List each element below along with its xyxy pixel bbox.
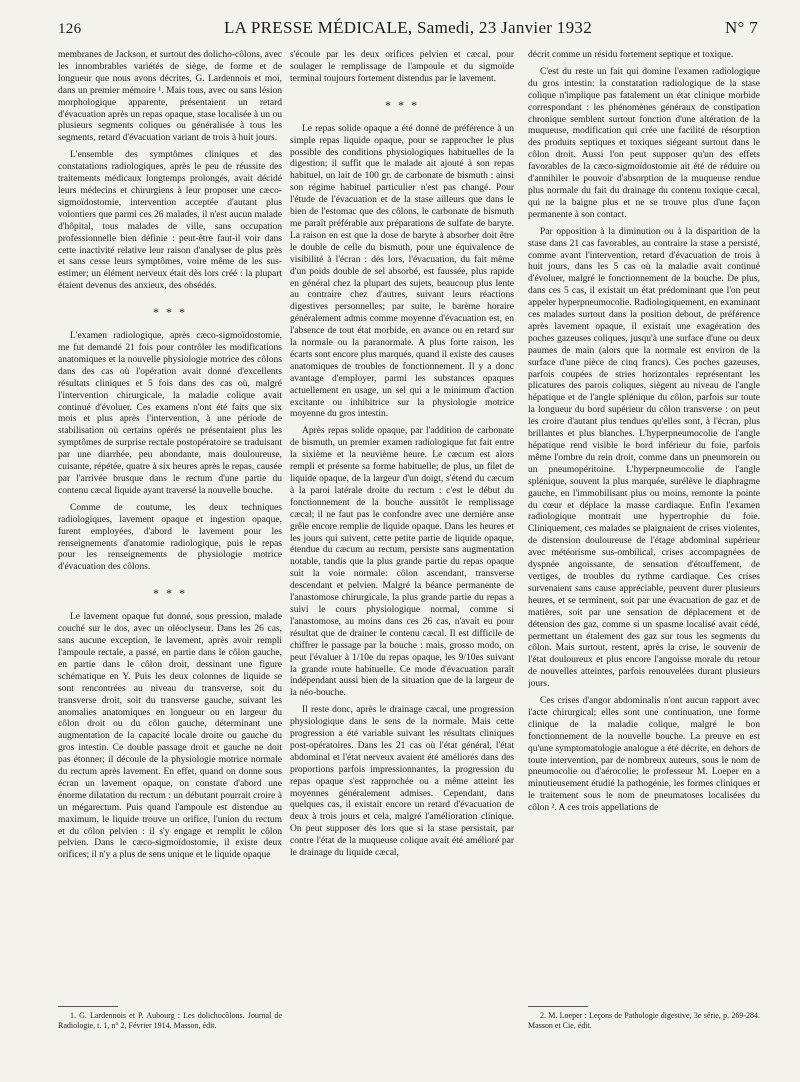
section-separator: * * * [153,305,187,320]
paragraph: Par opposition à la diminution ou à la disparition de la stase dans 21 cas favorables, au contraire la stase a persisté, comme avant l'intervention, retard d'évacuation de trois à huit jours, dans les 5 cas où la maladie avait continué d'évoluer, malgré le fonctionnement de la bouche. De plus, dans ces 5 cas, il existait un état prédominant que l'on peut appeler hyperpneumocolie. Radiologiquement, en examinant ces malades surtout dans la position debout, de préférence après lavement opaque, il existait une exagération des poches gazeuses coliques, jusqu'à une surface d'une ou deux paumes de main (alors que la normale est environ de la surface d'une pièce de cinq francs). Ces poches gazeuses, parfois coupées de stries horizontales représentant les plicatures des parois coliques, siègent au niveau de l'angle hépatique et de l'angle splénique du côlon, parfois sur toute la longueur du bord supérieur du côlon transverse : on peut les croire d'autant plus tendues qu'elles sont, à l'écran, plus brillantes et plus blanches. L'hyperpneumocolie de l'angle hépatique rend visible le bord inférieur du foie, parfois même l'ombre du rein droit, comme dans un pneumorein ou un pneumopéritoine. L'hyperpneumocolie de l'angle splénique, souvent la plus marquée, surélève le diaphragme gauche, en l'immobilisant plus ou moins, remonte la pointe du cœur et déplace la masse cardiaque. Enfin l'examen radiologique montrait une hypertrophie du foie. Cliniquement, ces malades se plaignaient de crises violentes, de distension douloureuse de l'étage abdominal supérieur avec météorisme sus-ombilical, crises accompagnées de dyspnée angoissante, de sensation d'étouffement, de vertiges, de troubles du rythme cardiaque. Ces crises survenaient sans cause appréciable, peuvent durer plusieurs heures, et se terminent, soit par une évacuation de gaz et de matières, soit par une sensation de déplacement et de détension des gaz, comme si un spasme localisé avait cédé, permettant un étalement des gaz sur tous les segments du côlon. Mais surtout, restent, après la crise, le souvenir de l'état douloureux et plus encore l'angoisse morale du retour de nouvelles atteintes, parfois renouvelées durant plusieurs jours. [528,226,760,690]
footnote-rule [528,1006,588,1007]
column-2 [290,50,514,1050]
column-3 [528,50,760,1050]
issue-number: N° 7 [724,18,758,37]
paragraph: Le repas solide opaque a été donné de préférence à un simple repas liquide opaque, pour se rapprocher le plus possible des conditions physiologiques habituelles de la digestion; il suffit que le malade ait ajouté à son repas habituel, un lait de 100 gr. de carbonate de bismuth : ainsi son régime habituel particulier n'est pas changé. Pour l'étude de l'évacuation et de la stase ailleurs que dans le bien de l'estomac que des côlons, le carbonate de bismuth me paraît préférable aux préparations de sulfate de baryte. La raison en est que la dose de baryte à absorber doit être le double de celle du bismuth, pour une équivalence de visibilité à l'écran : dès lors, l'évacuation, du fait même d'un poids double de sel absorbé, est faussée, plus rapide en général chez la plupart des sujets, beaucoup plus lente au contraire chez d'autres, suivant leurs réactions digestives personnelles; par suite, le barème horaire généralement admis comme moyenne d'évacuation est, en l'absence de tout état morbide, en avance ou en retard sur la normale ou la paranormale. A plus forte raison, les écarts sont encore plus marqués, quand il existe des causes anatomiques de troubles de fonctionnement. Il y a donc avantage d'employer, parmi les substances opaques actuellement en usage, un sel qui a le minimum d'action excitante ou inhibitrice sur la physiologie motrice moyenne du gros intestin. [290,123,514,420]
section-separator: * * * [153,586,187,601]
page-number: 126 [58,21,82,37]
footnote: 2. M. Loeper : Leçons de Pathologie digestive, 3e série, p. 269-284. Masson et Cie, édit. [528,1011,760,1030]
paragraph: C'est du reste un fait qui domine l'examen radiologique du gros intestin: la constatation radiologique de la stase colique n'implique pas fatalement un état clinique morbide correspondant : les phénomènes généraux de constipation chronique semblent surtout fonction d'une altération de la muqueuse, modification qui crée une facilité de résorption des produits septiques et toxiques siégeant surtout dans le côlon droit. Aussi l'on peut supposer qu'un des effets favorables de la cæco-sigmoïdostomie ait été de réduire ou d'annihiler le pouvoir d'absorption de la muqueuse rendue plus normale du fait du drainage du contenu toxique cæcal, qui ne la baigne plus et ne se trouve plus d'une façon permanente à son contact. [528,66,760,220]
paragraph: s'écoule par les deux orifices pelvien et cæcal, pour soulager le remplissage de l'ampoule et du sigmoïde terminal toujours fortement distendus par le lavement. [290,50,514,84]
footnote-rule [58,1006,118,1007]
paragraph: L'examen radiologique, après cæco-sigmoïdostomie, me fut demandé 21 fois pour contrôler les modifications anatomiques et la nouvelle physiologie motrice des côlons dans des cas où l'opération avait donné d'excellents résultats cliniques et 5 fois dans des cas où, malgré l'intervention chirurgicale, la maladie colique avait continué d'évoluer. Ces examens n'ont été faits que six mois et plus après l'intervention, à une période de stabilisation où certains opérés ne présentaient plus les symptômes de surprise rectale postopératoire se traduisant par une diarrhée, peu abondante, mais douloureuse, cuisante, répétée, quatre à six heures après le repas, causée par l'arrivée brusque dans le rectum d'une partie du contenu cæcal liquide ayant traversé la nouvelle bouche. [58,331,282,496]
paragraph: Ces crises d'angor abdominalis n'ont aucun rapport avec l'acte chirurgical; elles sont une continuation, une forme clinique de la maladie colique, malgré le bon fonctionnement de la nouvelle bouche. La preuve en est qu'une symptomatologie analogue a été décrite, en dehors de toute intervention, par de nombreux auteurs, sous le nom de pneumocolie ou d'aérocolie; le professeur M. Loeper en a minutieusement étudié la pathogénie, les formes cliniques et le traitement sous le nom de pneumatoses localisées du côlon ². A ces trois appellations de [528,696,760,814]
paragraph: Comme de coutume, les deux techniques radiologiques, lavement opaque et ingestion opaque, furent employées, d'abord le lavement pour les renseignements d'anatomie radiologique, puis le repas pour les renseignements de physiologie motrice d'évacuation des côlons. [58,502,282,573]
page-header [58,18,758,40]
column-1 [58,50,282,1050]
section-separator: * * * [385,97,419,112]
paragraph: membranes de Jackson, et surtout des dolicho-côlons, avec les innombrables variétés de siège, de forme et de longueur que nous avons décrites, G. Lardennois et moi, dans un premier mémoire ¹. Mais tous, avec ou sans lésion morphologique apparente, présentaient un retard d'évacuation après un repas opaque, stase localisée à un ou plusieurs segments coliques ou généralisée à tous les segments, retard d'évacuation variant de trois à huit jours. [58,50,282,144]
paragraph: décrit comme un résidu fortement septique et toxique. [528,50,734,60]
paragraph: Après repas solide opaque, par l'addition de carbonate de bismuth, un premier examen radiologique fut fait entre la sixième et la neuvième heure. Le cæcum est alors rempli et présente sa forme habituelle; de plus, un filet de liquide opaque, de la largeur d'un doigt, s'étend du cæcum à la paroi latérale droite du rectum : c'est le début du fonctionnement de la bouche aussitôt le remplissage cæcal; il ne faut pas le confondre avec une dernière anse grêle encore remplie de liquide opaque. Dans les heures et les jours qui suivent, cette petite partie de liquide opaque, étendue du cæcum au rectum, persiste sans augmentation notable, tandis que la plus grande partie du repas opaque suit la voie normale: côlon ascendant, transverse descendant et pelvien. Malgré la béance permanente de l'anastomose chirurgicale, la plus grande partie du repas a suivi le cours physiologique normal, comme si l'anastomose, au moins dans ces 26 cas, n'avait eu pour résultat que de drainer le contenu cæcal. Il est difficile de chiffrer le passage par la bouche : mais, grosso modo, on peut l'évaluer à 1/10e du repas opaque, les 9/10es suivant la grande route habituelle. Ce mode d'évacuation paraît indépendant aussi bien de la situation que de la largeur de la néo-bouche. [290,426,514,699]
footnote: 1. G. Lardennois et P. Aubourg : Les dolichocôlons. Journal de Radiologie, t. 1, n° 2, Février 1914. Masson, édit. [58,1011,282,1030]
paragraph: Il reste donc, après le drainage cæcal, une progression physiologique dans le sens de la normale. Mais cette progression a été variable suivant les résultats cliniques post-opératoires. Dans les 21 cas où l'état général, l'état abdominal et l'état nerveux avaient été améliorés dans des proportions parfois impressionnantes, la progression du repas opaque s'est rapprochée ou a même atteint les moyennes généralement admises. Cependant, dans quelques cas, il existait encore un retard d'évacuation de deux à trois jours et cela, malgré l'amélioration clinique. On peut supposer dès lors que si la stase persistait, par contre l'état de la muqueuse colique avait été amélioré par le drainage du liquide cæcal, [290,705,514,859]
paragraph: Le lavement opaque fut donné, sous pression, malade couché sur le dos, avec un oléoclyseur. Dans les 26 cas, sans aucune exception, le lavement, après avoir rempli l'ampoule rectale, a passé, en partie dans le côlon gauche, en partie dans le côlon droit, dessinant une figure schématique en Y. Puis les deux colonnes de liquide se sont rencontrées au niveau du transverse, soit du transverse droit, soit du transverse gauche, suivant les anomalies anatomiques en longueur ou en largeur du côlon droit ou du côlon gauche, déterminant une augmentation de la capacité locale droite ou gauche du gros intestin. Ce double passage droit et gauche ne doit pas étonner; il découle de la physiologie motrice normale du rectum après lavement. En effet, quand on donne sous écran un lavement opaque, on constate d'abord une énorme dilatation du rectum : un débutant pourrait croire à un mégarectum. Puis quand l'ampoule est distendue au maximum, le liquide trouve un orifice, l'union du rectum et du côlon pelvien : il s'y engage et remplit le côlon pelvien. Dans le cæco-sigmoïdostomie, il existe deux orifices; il n'y a plus de sens unique et le liquide opaque [58,612,282,861]
paragraph: L'ensemble des symptômes cliniques et des constatations radiologiques, après le peu de réussite des traitements médicaux longtemps prolongés, avait décidé leurs médecins et chirurgiens à leur proposer une cæco-sigmoïdostomie, intervention acceptée d'autant plus volontiers que parmi ces 26 malades, il n'est aucun malade d'hôpital, tous malades de ville, sans occupation professionnelle bien définie : peut-être faut-il voir dans cette inactivité relative leur raison d'analyser de plus près et sans cesse leurs symptômes, voire même de les sus-estimer; un élément nerveux était dès lors créé : la plupart étaient devenus des anxieux, des obsédés. [58,150,282,292]
footnote-area [528,996,760,1036]
footnote-area [58,996,282,1036]
journal-title: LA PRESSE MÉDICALE, Samedi, 23 Janvier 1932 [224,18,592,37]
